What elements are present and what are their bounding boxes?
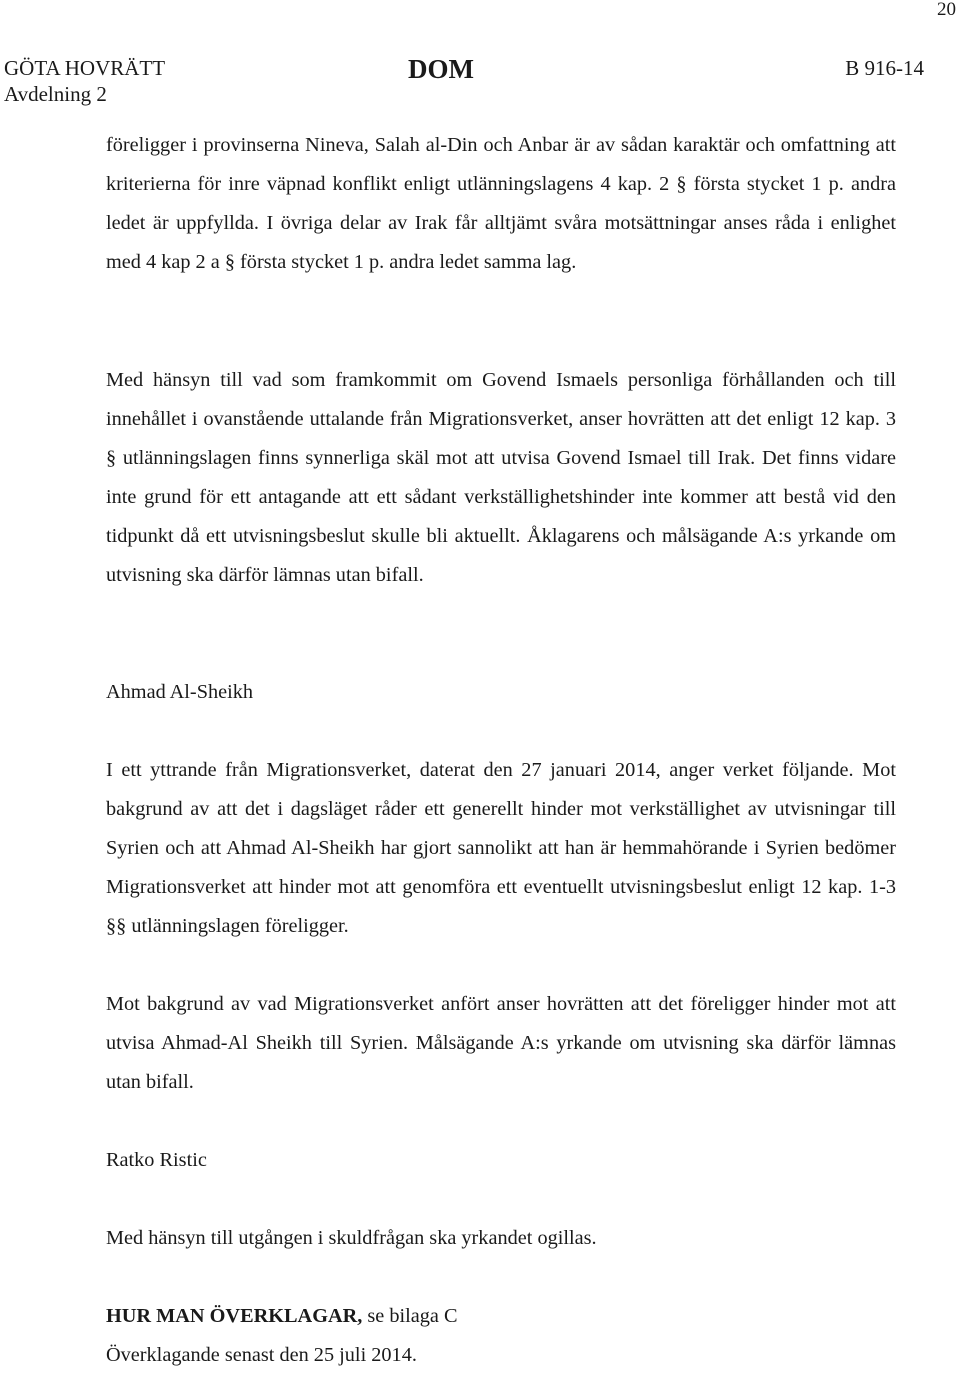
- page-number: 20: [937, 0, 956, 20]
- appeal-section: [106, 1297, 896, 1375]
- paragraph-govend-ismael: Med hänsyn till vad som framkommit om Govend Ismaels personliga förhållanden och till innehållet i ovanstående uttalande från Migrationsverket, anser hovrätten att det enligt 12 kap. 3 § utlänningslagen finns synnerliga skäl mot att utvisa Govend Ismael till Irak. Det finns vidare inte grund för ett antagande att ett sådant verkställighetshinder inte kommer att bestå vid den tidpunkt då ett utvisningsbeslut skulle bli aktuellt. Åklagarens och målsägande A:s yrkande om utvisning ska därför lämnas utan bifall.: [106, 369, 896, 586]
- header-court-block: [4, 55, 165, 107]
- appeal-heading-suffix: se bilaga C: [362, 1305, 458, 1327]
- paragraph-ahmad-decision: Mot bakgrund av vad Migrationsverket anfört anser hovrätten att det föreligger hinder mot att utvisa Ahmad-Al Sheikh till Syrien. Målsägande A:s yrkande om utvisning ska därför lämnas utan bifall.: [106, 993, 896, 1093]
- paragraph-migrationsverket-statement: I ett yttrande från Migrationsverket, daterat den 27 januari 2014, anger verket följande. Mot bakgrund av att det i dagsläget råder ett generellt hinder mot verkställighet av utvisningar till Syrien och att Ahmad Al-Sheikh har gjort sannolikt att han är hemmahörande i Syrien bedömer Migrationsverket att hinder mot att genomföra ett eventuellt utvisningsbeslut enligt 12 kap. 1-3 §§ utlänningslagen föreligger.: [106, 759, 896, 937]
- document-type: DOM: [408, 54, 474, 84]
- appeal-heading: HUR MAN ÖVERKLAGAR,: [106, 1305, 363, 1327]
- case-number: B 916-14: [845, 56, 924, 80]
- section-heading-ratko: Ratko Ristic: [106, 1149, 207, 1171]
- section-heading-ahmad: Ahmad Al-Sheikh: [106, 681, 254, 703]
- paragraph-iraq-conflict: föreligger i provinserna Nineva, Salah al-Din och Anbar är av sådan karaktär och omfattning att kriterierna för inre väpnad konflikt enligt utlänningslagens 4 kap. 2 § första stycket 1 p. andra ledet är uppfyllda. I övriga delar av Irak får alltjämt svåra motsättningar anses råda i enlighet med 4 kap 2 a § första stycket 1 p. andra ledet samma lag.: [106, 134, 896, 273]
- division-name: Avdelning 2: [4, 82, 107, 106]
- paragraph-ratko-decision: Med hänsyn till utgången i skuldfrågan ska yrkandet ogillas.: [106, 1227, 597, 1249]
- appeal-heading-line: [106, 1297, 896, 1336]
- appeal-deadline: Överklagande senast den 25 juli 2014.: [106, 1344, 417, 1366]
- court-name: GÖTA HOVRÄTT: [4, 56, 166, 80]
